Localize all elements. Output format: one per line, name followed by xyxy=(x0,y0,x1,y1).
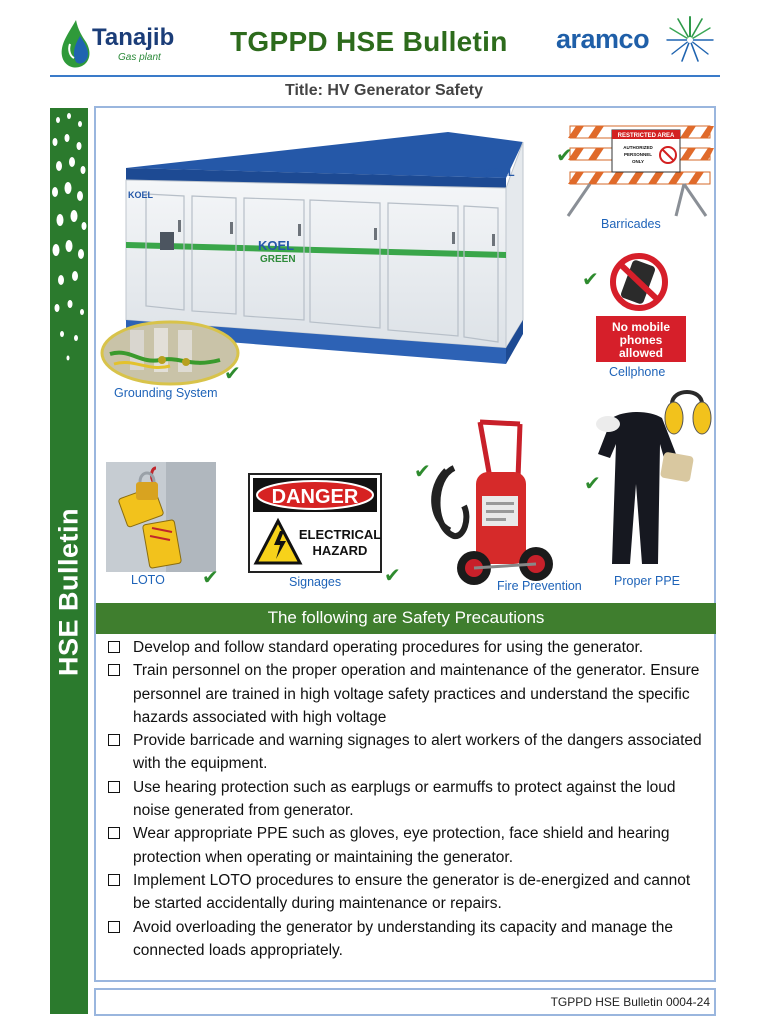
no-mobile-phone-sign xyxy=(592,252,690,364)
caption-grounding: Grounding System xyxy=(114,386,218,400)
side-dot-pattern xyxy=(50,108,88,368)
checkmark-icon: ✔ xyxy=(224,363,241,385)
precaution-text: Avoid overloading the generator by understanding its capacity and manage the connected loads appropriately. xyxy=(133,918,673,959)
precaution-text: Provide barricade and warning signages to alert workers of the dangers associated with the equipment. xyxy=(133,732,702,773)
precaution-text: Train personnel on the proper operation and maintenance of the generator. Ensure personnel are trained in high voltage safety practices and understand the specific hazards associated with high voltage xyxy=(133,662,700,726)
precaution-text: Use hearing protection such as earplugs or earmuffs to protect against the loud noise generated from generator. xyxy=(133,778,676,820)
precaution-text: Develop and follow standard operating procedures for using the generator. xyxy=(133,639,644,656)
checkbox-bullet-icon xyxy=(108,827,120,839)
generator-brand: KOEL xyxy=(258,238,295,253)
caption-barricades: Barricades xyxy=(601,217,661,231)
checkmark-icon: ✔ xyxy=(414,461,431,483)
page-title: TGPPD HSE Bulletin xyxy=(230,26,508,57)
caption-loto: LOTO xyxy=(131,573,165,587)
logo-name: Tanajib xyxy=(92,24,175,51)
list-item xyxy=(106,776,710,823)
danger-line-2: HAZARD xyxy=(312,543,368,558)
checkbox-bullet-icon xyxy=(108,641,120,653)
danger-line-1: ELECTRICAL xyxy=(298,527,382,542)
barricade-sign-line-2: AUTHORIZED xyxy=(623,145,653,150)
logo-subtitle: Gas plant xyxy=(118,52,161,63)
barricade-sign-line-3: PERSONNEL xyxy=(623,152,653,157)
header-divider xyxy=(50,75,720,77)
fire-extinguisher-photo xyxy=(424,418,562,590)
precaution-text: Wear appropriate PPE such as gloves, eye protection, face shield and hearing protection when operating or maintaining the generator. xyxy=(133,825,670,866)
footer-reference: TGPPD HSE Bulletin 0004-24 xyxy=(550,995,710,1009)
list-item xyxy=(106,916,710,963)
side-label: HSE Bulletin xyxy=(53,507,84,677)
danger-header: DANGER xyxy=(271,486,359,508)
checkbox-bullet-icon xyxy=(108,874,120,886)
aramco-star-icon xyxy=(664,14,716,64)
loto-photo xyxy=(106,462,216,572)
caption-proper-ppe: Proper PPE xyxy=(614,574,681,588)
checkmark-icon: ✔ xyxy=(384,565,401,587)
checkmark-icon: ✔ xyxy=(202,567,219,589)
aramco-logo-text: aramco xyxy=(556,24,650,54)
precautions-title: The following are Safety Precautions xyxy=(267,608,545,627)
checkmark-icon: ✔ xyxy=(584,473,601,495)
caption-cellphone: Cellphone xyxy=(609,365,666,379)
grounding-system-photo xyxy=(100,320,240,386)
generator-sub: GREEN xyxy=(260,254,296,265)
checkbox-bullet-icon xyxy=(108,664,120,676)
precautions-list xyxy=(106,636,710,962)
checkbox-bullet-icon xyxy=(108,781,120,793)
barricades-photo xyxy=(566,122,716,218)
no-phone-line-2: phones xyxy=(619,333,663,347)
generator-brand-side: KOEL xyxy=(484,167,515,179)
ppe-coverall-photo xyxy=(590,384,716,574)
barricade-sign-line-4: ONLY xyxy=(631,159,645,164)
precaution-text: Implement LOTO procedures to ensure the generator is de-energized and cannot be started accidentally during maintenance or repairs. xyxy=(133,871,691,913)
list-item xyxy=(106,822,710,869)
checkbox-bullet-icon xyxy=(108,921,120,933)
list-item xyxy=(106,729,710,776)
document-title: Title: HV Generator Safety xyxy=(285,82,483,99)
list-item xyxy=(106,869,710,916)
checkmark-icon: ✔ xyxy=(582,269,599,291)
no-phone-line-3: allowed xyxy=(618,346,664,360)
list-item xyxy=(106,636,710,659)
caption-signages: Signages xyxy=(289,575,342,589)
checkmark-icon: ✔ xyxy=(556,145,573,167)
checkbox-bullet-icon xyxy=(108,734,120,746)
generator-brand-small: KOEL xyxy=(128,190,154,200)
danger-electrical-hazard-sign xyxy=(248,473,382,573)
barricade-sign-line-1: RESTRICTED AREA xyxy=(617,133,675,139)
caption-fire-prevention: Fire Prevention xyxy=(497,579,582,593)
list-item xyxy=(106,659,710,729)
no-phone-line-1: No mobile xyxy=(611,320,671,334)
